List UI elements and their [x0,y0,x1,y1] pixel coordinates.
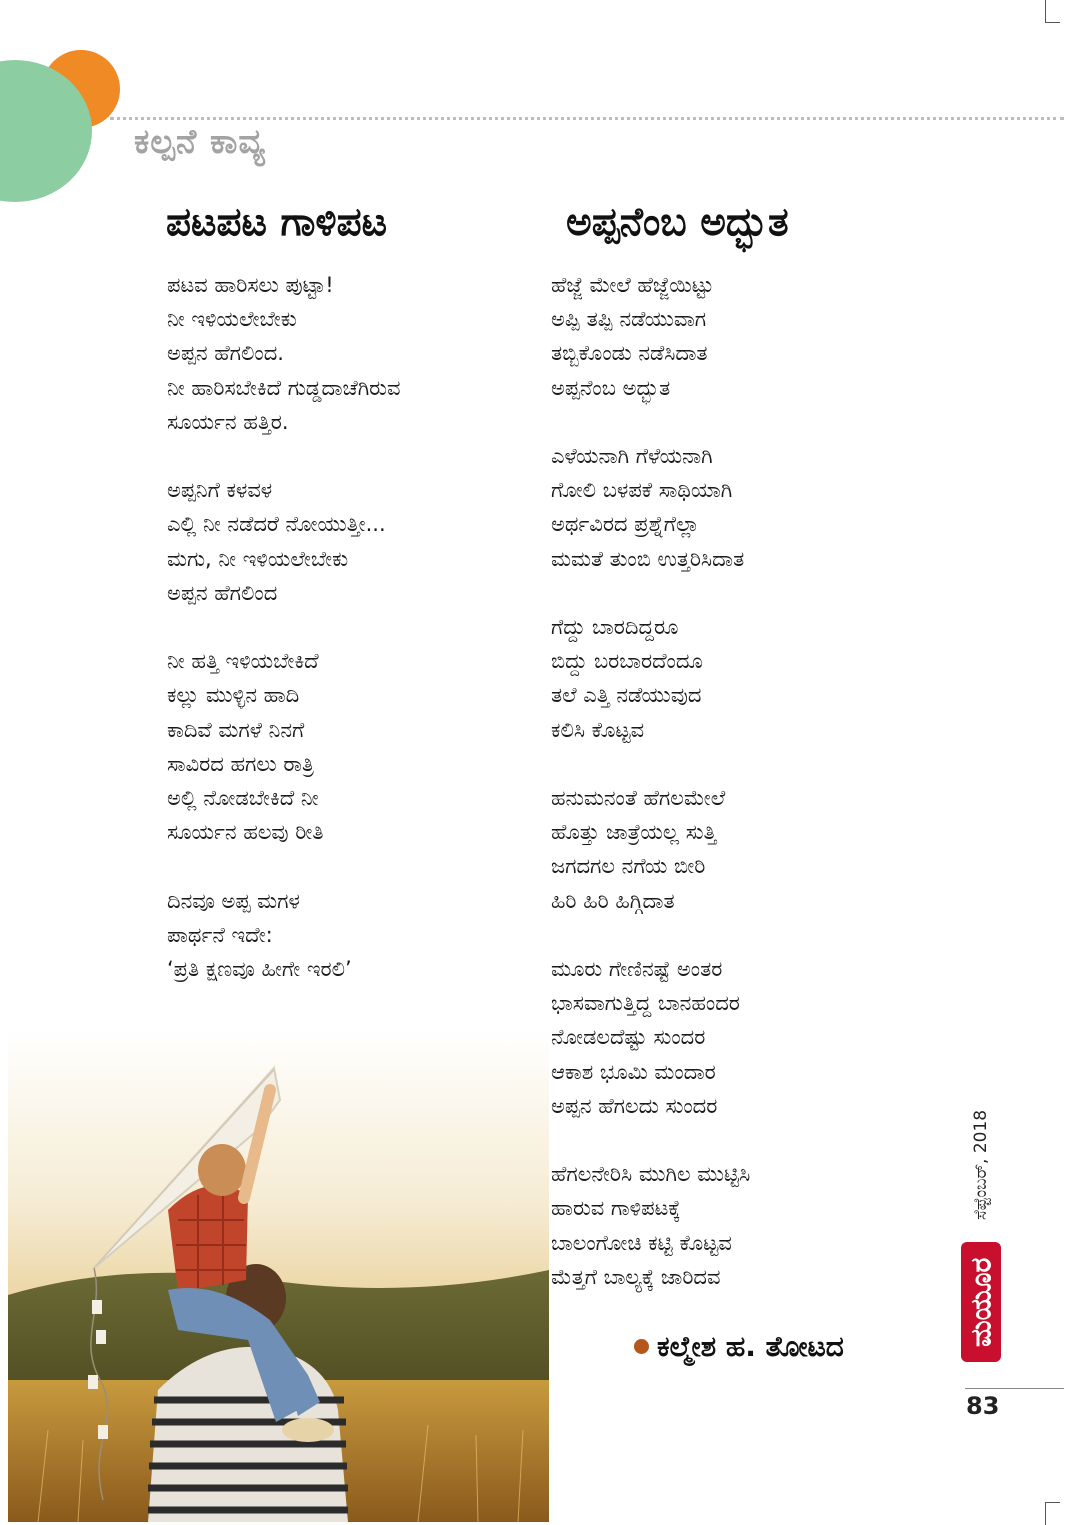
poem-line: ಕಾದಿವೆ ಮಗಳೆ ನಿನಗೆ [167,717,305,742]
poem2-author-name: ಕಲ್ಮೇಶ ಹ. ತೋಟದ [657,1330,844,1363]
poem-line: ಮೂರು ಗೇಣಿನಷ್ಟೆ ಅಂತರ [551,957,723,981]
poem-line: ಹಿರಿ ಹಿರಿ ಹಿಗ್ಗಿದಾತ [551,888,675,913]
poem-stanza [551,952,750,1123]
folio-rule [965,1388,1064,1389]
poem-line: ಬಿದ್ದು ಬರಬಾರದೆಂದೂ [551,649,703,674]
header-dotted-rule [110,117,1064,120]
poem-line: ಹೊತ್ತು ಜಾತ್ರೆಯಲ್ಲ ಸುತ್ತಿ [551,820,717,845]
poem1-body [167,268,400,1020]
author-bullet-icon [634,1339,649,1354]
poem-line: ಮಮತೆ ತುಂಬಿ ಉತ್ತರಿಸಿದಾತ [551,546,745,571]
father-daughter-kite-photo [8,1030,549,1522]
poem-line: ಪಟವ ಹಾರಿಸಲು ಪುಟ್ಟಾ! [167,273,334,297]
poem-stanza [551,268,750,405]
poem-line: ತಲೆ ಎತ್ತಿ ನಡೆಯುವುದ [551,683,702,708]
poem-stanza [551,1157,750,1294]
poem-line: ಮಗು, ನೀ ಇಳಿಯಲೇಬೇಕು [167,546,349,571]
poem-line: ನೀ ಇಳಿಯಲೇಬೇಕು [167,307,297,332]
poem-line: ಅಪ್ಪನ ಹೆಗಲಿಂದ. [167,341,284,366]
poem-line: ಹಾರುವ ಗಾಳಿಪಟಕ್ಕೆ [551,1196,681,1221]
poem-line: ಹೆಗಲನೇರಿಸಿ ಮುಗಿಲ ಮುಟ್ಟಿಸಿ [551,1162,751,1187]
poem-line: ಮೆತ್ತಗೆ ಬಾಲ್ಯಕ್ಕೆ ಜಾರಿದವ [551,1264,721,1289]
poem-line: ತಬ್ಬಿಕೊಂಡು ನಡೆಸಿದಾತ [551,341,708,366]
poem2-title: ಅಪ್ಪನೆಂಬ ಅದ್ಭುತ [566,200,789,245]
issue-date: ಸೆಪ್ಟೆಂಬರ್, 2018 [971,1109,991,1221]
poem-line: ಗೆದ್ದು ಬಾರದಿದ್ದರೂ [551,615,679,639]
poem-line: ಸಾವಿರದ ಹಗಲು ರಾತ್ರಿ [167,751,314,776]
poem-line: ಕಲಿಸಿ ಕೊಟ್ಟವ [551,717,645,742]
poem-line: ನೀ ಹತ್ತಿ ಇಳಿಯಬೇಕಿದೆ [167,649,319,674]
poem-stanza [551,781,750,918]
poem-line: ನೋಡಲದೆಷ್ಟು ಸುಂದರ [551,1025,706,1050]
poem-line: ಅಪ್ಪಿ ತಪ್ಪಿ ನಡೆಯುವಾಗ [551,307,707,332]
poem-line: ಸೂರ್ಯನ ಹತ್ತಿರ. [167,409,289,434]
poem1-title: ಪಟಪಟ ಗಾಳಿಪಟ [166,200,388,245]
poem-line: ಗೋಲಿ ಬಳಪಕೆ ಸಾಥಿಯಾಗಿ [551,478,733,503]
poem-line: ಎಳೆಯನಾಗಿ ಗೆಳೆಯನಾಗಿ [551,444,713,468]
poem-line: ಅಪ್ಪನ ಹೆಗಲದು ಸುಂದರ [551,1093,718,1118]
poem-stanza [551,610,750,747]
section-title: ಕಲ್ಪನೆ ಕಾವ್ಯ [134,122,266,162]
poem-line: ಭಾಸವಾಗುತ್ತಿದ್ದ ಬಾನಹಂದರ [551,991,740,1016]
poem-line: ಎಲ್ಲಿ ನೀ ನಡೆದರೆ ನೋಯುತ್ತೀ... [167,512,386,537]
poem-line: ಬಾಲಂಗೋಚಿ ಕಟ್ಟಿ ಕೊಟ್ಟವ [551,1230,732,1255]
page-number: 83 [966,1392,1000,1420]
crop-mark-bottom [1045,1502,1060,1525]
magazine-name: ಮಯೂರ [961,1242,1001,1362]
poem-line: ಅಲ್ಲಿ ನೋಡಬೇಕಿದೆ ನೀ [167,786,319,811]
poem-line: ಅಪ್ಪನ ಹೆಗಲಿಂದ [167,580,278,605]
poem-line: ಅರ್ಥವಿರದ ಪ್ರಶ್ನೆಗೆಲ್ಲಾ [551,512,700,537]
poem-line: ಕಲ್ಲು ಮುಳ್ಳಿನ ಹಾದಿ [167,683,300,708]
poem-line: ಜಗದಗಲ ನಗೆಯ ಬೀರಿ [551,854,706,879]
poem-stanza [167,884,400,987]
poem-stanza [167,644,400,849]
crop-mark-top [1045,0,1060,23]
poem-line: ಅಪ್ಪನೆಂಬ ಅದ್ಭುತ [551,375,671,400]
poem-line: ಪಾರ್ಥನೆ ಇದೇ: [167,922,273,947]
poem-line: ಆಕಾಶ ಭೂಮಿ ಮಂದಾರ [551,1059,716,1084]
poem-line: ‘ಪ್ರತಿ ಕ್ಷಣವೂ ಹೀಗೇ ಇರಲಿ’ [167,957,352,982]
poem-stanza [167,268,400,439]
poem-line: ಹನುಮನಂತೆ ಹೆಗಲಮೇಲೆ [551,786,726,810]
poem-line: ಹೆಜ್ಜೆ ಮೇಲೆ ಹೆಜ್ಜೆಯಿಟ್ಟು [551,273,714,297]
poem-stanza [551,439,750,576]
poem-line: ಸೂರ್ಯನ ಹಲವು ರೀತಿ [167,820,324,845]
poem2-author [634,1330,844,1364]
poem-line: ದಿನವೂ ಅಪ್ಪ ಮಗಳ [167,888,300,913]
poem-line: ನೀ ಹಾರಿಸಬೇಕಿದೆ ಗುಡ್ಡದಾಚೆಗಿರುವ [167,375,401,400]
poem2-body [551,268,750,1328]
poem-line: ಅಪ್ಪನಿಗೆ ಕಳವಳ [167,478,273,503]
poem-stanza [167,473,400,610]
